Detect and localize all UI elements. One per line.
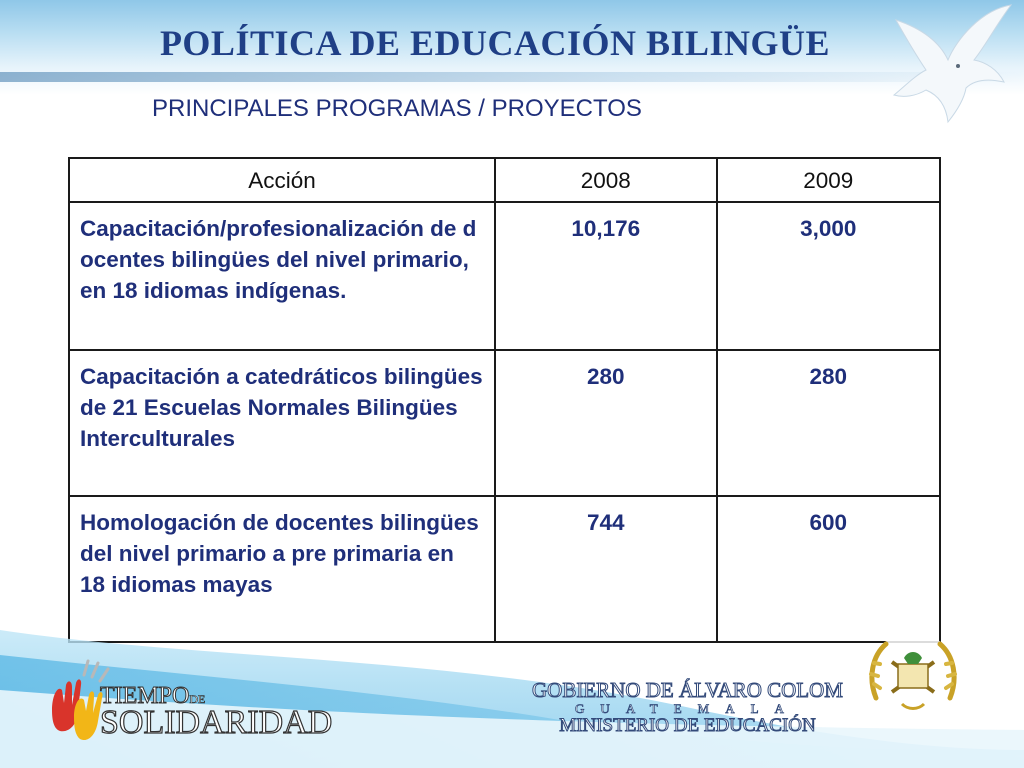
cell-2008: 10,176 <box>495 202 717 350</box>
cell-accion: Capacitación/profesionalización de docentes bilingües del nivel primario, en 18 idiomas indígenas. <box>69 202 495 350</box>
cell-accion: Capacitación a catedráticos bilingües de 21 Escuelas Normales Bilingües Interculturales <box>69 350 495 496</box>
table-row <box>69 350 940 496</box>
gov-line-3: MINISTERIO DE EDUCACIÓN <box>559 715 816 736</box>
table-header-row <box>69 158 940 202</box>
logo-tiempo-text: TIEMPO <box>100 683 190 709</box>
cell-2009: 600 <box>717 496 940 642</box>
gov-line-1: GOBIERNO DE ÁLVARO COLOM <box>532 678 843 702</box>
cell-accion: Homologación de docentes bilingües del nivel primario a pre primaria en 18 idiomas mayas <box>69 496 495 642</box>
coat-of-arms-icon <box>858 628 968 728</box>
tiempo-de-solidaridad-logo <box>100 683 332 742</box>
cell-2009: 280 <box>717 350 940 496</box>
header-accion: Acción <box>69 158 495 202</box>
gov-line-2: GUATEMALA <box>575 701 800 716</box>
page-title: POLÍTICA DE EDUCACIÓN BILINGÜE <box>159 23 831 63</box>
page-subtitle: PRINCIPALES PROGRAMAS / PROYECTOS <box>152 95 642 122</box>
logo-solidaridad-text: SOLIDARIDAD <box>100 704 333 741</box>
cell-2008: 280 <box>495 350 717 496</box>
government-logo-text <box>525 678 850 737</box>
logo-de-text: DE <box>189 692 206 706</box>
programs-table <box>68 157 941 643</box>
header-2008: 2008 <box>495 158 717 202</box>
cell-2009: 3,000 <box>717 202 940 350</box>
table-row <box>69 202 940 350</box>
cell-2008: 744 <box>495 496 717 642</box>
header-2009: 2009 <box>717 158 940 202</box>
